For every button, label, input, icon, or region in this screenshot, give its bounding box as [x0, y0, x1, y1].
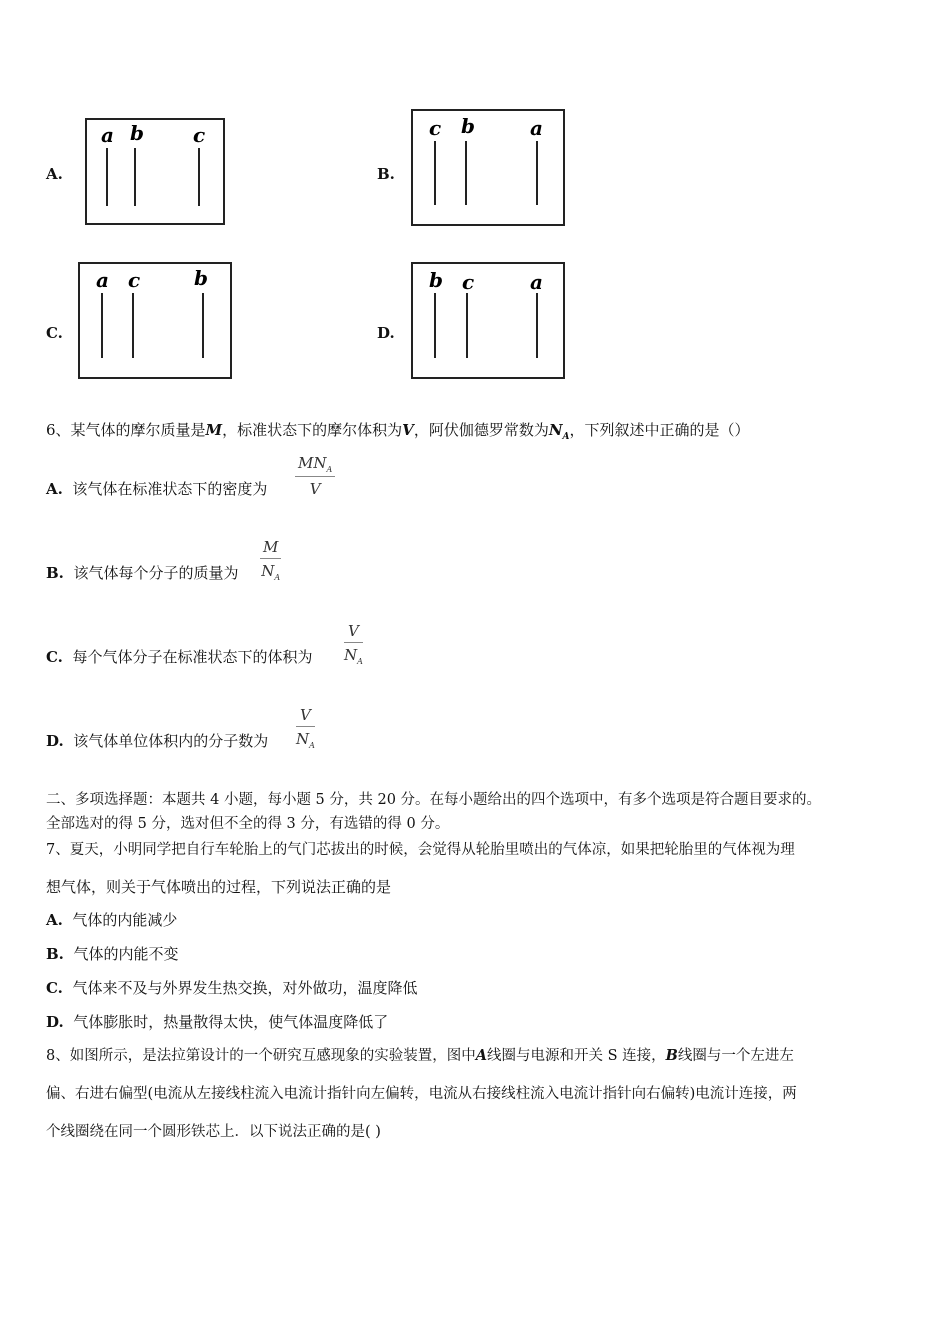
q7-stem-line1: 7、夏天，小明同学把自行车轮胎上的气门芯拔出的时候，会觉得从轮胎里喷出的气体凉，如果把轮胎里的气体视为理 [46, 842, 795, 858]
q8-stem-line2: 偏、右进右偏型(电流从左接线柱流入电流计指针向左偏转，电流从右接线柱流入电流计指针向右偏转)电流计连接，两 [46, 1086, 797, 1102]
wire-label: b [130, 121, 144, 145]
numerator [260, 538, 281, 559]
wire-label: c [462, 270, 475, 294]
wire-label: b [429, 268, 443, 292]
q7-option-b [46, 944, 178, 964]
wire-label: a [530, 116, 543, 140]
q6-option-a [46, 479, 267, 499]
stem-text: ，下列叙述中正确的是（） [569, 421, 750, 439]
wire-diagram-box [78, 262, 232, 379]
option-text: 气体来不及与外界发生热交换，对外做功，温度降低 [72, 979, 418, 997]
wire-label: a [101, 123, 114, 147]
option-label: B. [46, 945, 64, 963]
wire-label: a [96, 268, 109, 292]
option-text: 该气体每个分子的质量为 [73, 564, 239, 582]
option-label: A. [46, 165, 63, 183]
option-label: D. [46, 1013, 64, 1031]
wire-label: b [461, 114, 475, 138]
denominator [344, 643, 363, 666]
option-text: 每个气体分子在标准状态下的体积为 [72, 648, 313, 666]
stem-text: 线圈与电源和开关 S 连接， [487, 1048, 666, 1064]
denominator [296, 727, 315, 750]
q7-option-c [46, 978, 417, 998]
numerator [295, 454, 335, 477]
denominator-sub: A [357, 657, 363, 666]
var-a: A [475, 1047, 487, 1064]
option-label: D. [46, 732, 64, 750]
q7-stem-line2: 想气体，则关于气体喷出的过程，下列说法正确的是 [46, 878, 392, 896]
numerator [296, 706, 315, 727]
wire-label: c [193, 123, 206, 147]
option-label: B. [46, 564, 64, 582]
stem-text: ，标准状态下的摩尔体积为 [222, 421, 403, 439]
section-instructions: 全部选对的得 5 分，选对但不全的得 3 分，有选错的得 0 分。 [46, 816, 450, 832]
denominator-text: N [344, 646, 358, 664]
fraction [260, 538, 281, 582]
numerator-text: MN [298, 454, 327, 472]
q6-stem [46, 420, 750, 447]
wire-diagram [80, 264, 230, 377]
option-text: 气体的内能减少 [72, 911, 178, 929]
q6-option-c [46, 647, 312, 667]
stem-text: 线圈与一个左进左 [677, 1048, 794, 1064]
var-na-sub: A [562, 432, 570, 442]
wire-diagram [87, 120, 223, 223]
numerator-text: V [300, 706, 311, 724]
var-b: B [665, 1047, 678, 1064]
wire-label: b [194, 266, 208, 290]
q8-stem-line3: 个线圈绕在同一个圆形铁芯上．以下说法正确的是( ) [46, 1124, 381, 1140]
fraction [295, 454, 335, 498]
option-label: A. [46, 480, 63, 498]
wire-diagram-box [85, 118, 225, 225]
wire-diagram-box [411, 109, 565, 226]
var-m: M [205, 421, 223, 439]
option-text: 该气体单位体积内的分子数为 [73, 732, 269, 750]
option-label: C. [46, 324, 63, 342]
stem-text: ，阿伏伽德罗常数为 [413, 421, 549, 439]
option-label: C. [46, 648, 63, 666]
numerator-text: M [263, 538, 279, 556]
wire-diagram-box [411, 262, 565, 379]
q7-option-d [46, 1012, 388, 1032]
wire-label: c [128, 268, 141, 292]
option-label: C. [46, 979, 63, 997]
wire-label: a [530, 270, 543, 294]
option-text: 气体的内能不变 [73, 945, 179, 963]
q8-stem-line1 [46, 1046, 794, 1066]
wire-diagram [413, 264, 563, 377]
denominator-text: V [309, 480, 321, 498]
q7-option-a [46, 910, 177, 930]
option-text: 该气体在标准状态下的密度为 [72, 480, 268, 498]
numerator-sub: A [326, 465, 333, 474]
q6-option-d [46, 731, 268, 751]
fraction [344, 622, 363, 666]
q6-option-b [46, 563, 238, 583]
wire-label: c [429, 116, 442, 140]
section-heading: 二、多项选择题：本题共 4 小题，每小题 5 分，共 20 分。在每小题给出的四个选项中，有多个选项是符合题目要求的。 [46, 792, 822, 808]
numerator-text: V [348, 622, 359, 640]
denominator-sub: A [309, 741, 315, 750]
wire-diagram [413, 111, 563, 224]
var-na: N [548, 421, 563, 439]
denominator-text: N [296, 730, 310, 748]
fraction [296, 706, 315, 750]
option-text: 气体膨胀时，热量散得太快，使气体温度降低了 [73, 1013, 389, 1031]
denominator [295, 477, 335, 498]
denominator [260, 559, 281, 582]
option-label: B. [377, 165, 395, 183]
stem-text: 8、如图所示，是法拉第设计的一个研究互感现象的实验装置，图中 [46, 1048, 476, 1064]
option-label: D. [377, 324, 395, 342]
stem-text: 6、某气体的摩尔质量是 [46, 421, 206, 439]
option-label: A. [46, 911, 63, 929]
denominator-sub: A [274, 573, 281, 582]
denominator-text: N [261, 562, 275, 580]
var-v: V [402, 421, 414, 439]
numerator [344, 622, 363, 643]
